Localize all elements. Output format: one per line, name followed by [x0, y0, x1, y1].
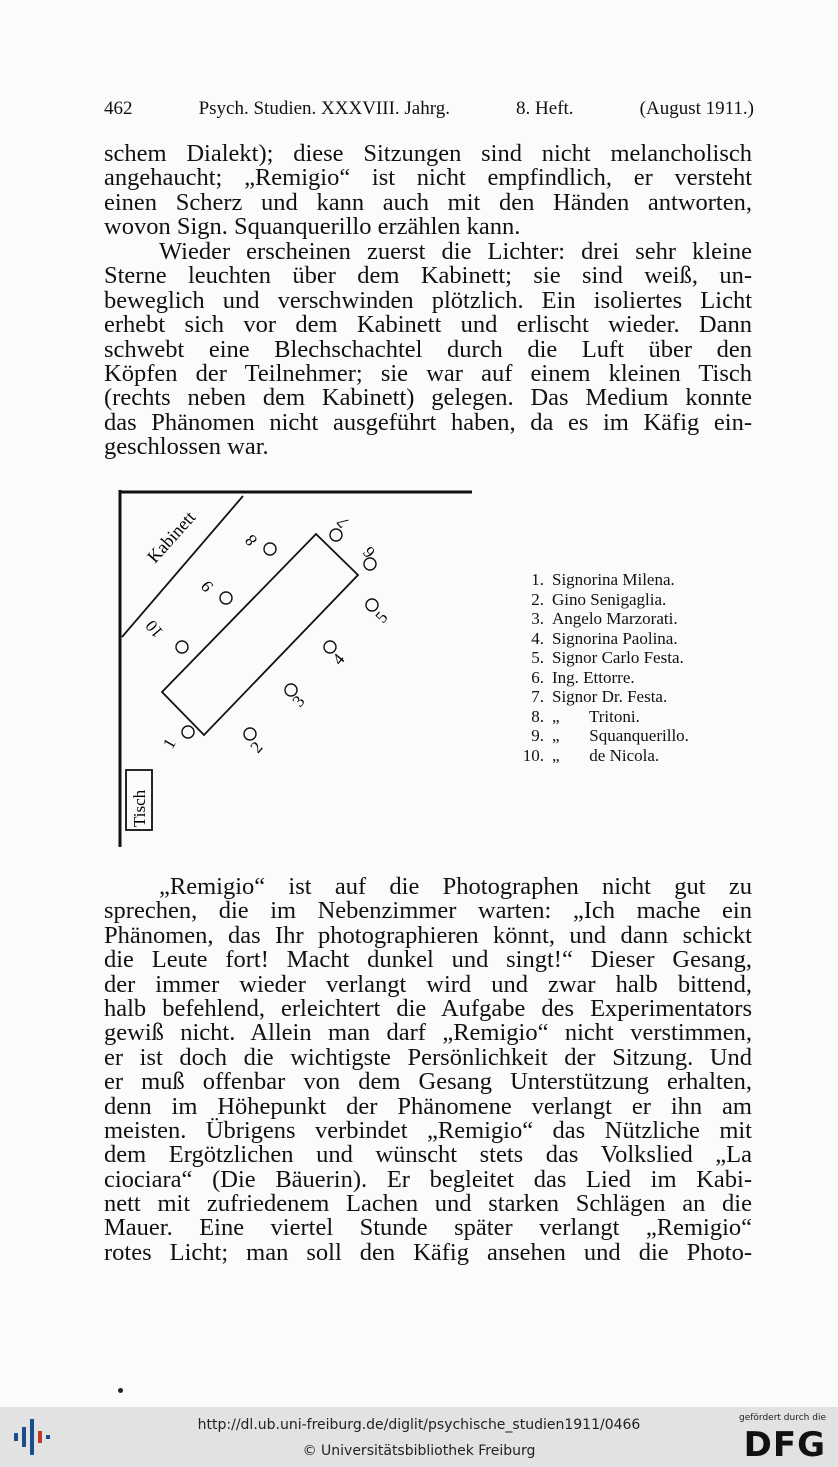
legend-row [512, 609, 689, 629]
journal-title: Psych. Studien. XXXVIII. Jahrg. [198, 98, 450, 119]
legend-number: 2. [531, 589, 544, 609]
legend-row [512, 648, 689, 668]
text-line: „Remigio“ ist auf die Photographen nicht gut zu [159, 873, 752, 900]
page-number: 462 [104, 98, 133, 119]
legend-number: 1. [531, 570, 544, 589]
seat-number: 5 [371, 607, 392, 627]
text-line: ciociara“ (Die Bäuerin). Er begleitet das Lied im Kabi- [104, 1165, 752, 1193]
legend-name: Signorina Milena. [552, 570, 675, 589]
legend-number: 9. [531, 726, 544, 745]
text-line: einen Scherz und kann auch mit den Händen antworten, [104, 188, 752, 216]
footer-bar [0, 1407, 838, 1467]
legend-name: Signorina Paolina. [552, 628, 678, 648]
seat-10-circle [176, 641, 188, 653]
issue-date: (August 1911.) [639, 98, 754, 119]
text-line: er muß offenbar von dem Gesang Unterstützung erhalten, [104, 1068, 752, 1096]
issue-number: 8. Heft. [516, 98, 574, 119]
text-line: Phänomen, das Ihr photographieren könnt, und dann schickt [104, 921, 752, 949]
text-line: halb befehlend, erleichtert die Aufgabe des Experimentators [104, 994, 752, 1022]
seat-1-circle [182, 726, 194, 738]
page-url-link[interactable]: http://dl.ub.uni-freiburg.de/diglit/psychische_studien1911/0466 [197, 1417, 641, 1433]
legend-number: 3. [531, 609, 544, 628]
text-line: beweglich und verschwinden plötzlich. Ein isoliertes Licht [104, 286, 752, 314]
seat-number: 10 [141, 616, 168, 642]
text-line: nett mit zufriedenem Lachen und starken Schlägen an die [104, 1190, 752, 1218]
seat-numbers [142, 513, 392, 757]
legend-name: „ Tritoni. [552, 706, 640, 726]
seat-number: 2 [246, 737, 267, 757]
text-line: rotes Licht; man soll den Käfig ansehen und die Photo- [104, 1238, 752, 1266]
seat-number: 9 [197, 576, 218, 596]
text-line: der immer wieder verlangt wird und zwar halb bittend, [104, 970, 752, 998]
seat-number: 8 [241, 530, 262, 550]
text-line: dem Ergötzlichen und wünscht stets das Volkslied „La [104, 1141, 752, 1169]
text-line: Mauer. Eine viertel Stunde später verlangt „Remigio“ [104, 1214, 752, 1242]
legend-row [512, 629, 689, 649]
text-line: das Phänomen nicht ausgeführt haben, da es im Käfig ein- [104, 408, 752, 436]
legend-name: „ Squanquerillo. [552, 726, 689, 745]
text-line: Wieder erscheinen zuerst die Lichter: drei sehr kleine [159, 238, 752, 265]
paragraph-2 [104, 240, 752, 460]
text-line: erhebt sich vor dem Kabinett und erlischt wieder. Dann [104, 311, 752, 339]
text-line: wovon Sign. Squanquerillo erzählen kann. [104, 213, 521, 241]
seating-legend [512, 570, 689, 765]
running-header [104, 98, 754, 124]
text-line: meisten. Übrigens verbindet „Remigio“ das Nützliche mit [104, 1116, 752, 1144]
page-speck [118, 1388, 123, 1393]
dfg-tagline: gefördert durch die [739, 1413, 826, 1423]
text-line: denn im Höhepunkt der Phänomene verlangt er ihn am [104, 1092, 752, 1120]
text-line: (rechts neben dem Kabinett) gelegen. Das Medium konnte [104, 384, 752, 412]
legend-row [512, 746, 689, 766]
legend-name: „ de Nicola. [552, 745, 660, 765]
seat-circles [176, 529, 378, 740]
legend-name: Signor Dr. Festa. [552, 687, 668, 706]
legend-row [512, 726, 689, 746]
legend-name: Ing. Ettorre. [552, 667, 635, 687]
dfg-logo: DFG [743, 1425, 826, 1465]
text-line: geschlossen war. [104, 433, 269, 461]
seating-diagram [100, 482, 480, 852]
legend-row [512, 570, 689, 590]
legend-row [512, 590, 689, 610]
legend-row [512, 707, 689, 727]
legend-row [512, 668, 689, 688]
text-line: sprechen, die im Nebenzimmer warten: „Ich mache ein [104, 897, 752, 925]
seat-number: 4 [328, 649, 349, 669]
copyright-text: © Universitätsbibliothek Freiburg [302, 1443, 536, 1459]
text-line: er ist doch die wichtigste Persönlichkeit der Sitzung. Und [104, 1043, 752, 1071]
text-line: die Leute fort! Macht dunkel und singt!“ Dieser Gesang, [104, 946, 752, 974]
legend-number: 4. [531, 628, 544, 648]
text-line: schem Dialekt); diese Sitzungen sind nicht melancholisch [104, 140, 752, 167]
text-line: Sterne leuchten über dem Kabinett; sie sind weiß, un- [104, 262, 752, 290]
legend-number: 7. [531, 687, 544, 706]
seat-9-circle [220, 592, 232, 604]
kabinett-label: Kabinett [143, 507, 200, 567]
seat-8-circle [264, 543, 276, 555]
text-line: angehaucht; „Remigio“ ist nicht empfindlich, er versteht [104, 164, 752, 192]
text-line: Köpfen der Teilnehmer; sie war auf einem kleinen Tisch [104, 359, 752, 387]
legend-number: 10. [522, 745, 544, 765]
tisch-label: Tisch [130, 789, 149, 827]
seat-2-circle [244, 728, 256, 740]
legend-name: Angelo Marzorati. [552, 609, 678, 628]
text-line: gewiß nicht. Allein man darf „Remigio“ nicht verstimmen, [104, 1019, 752, 1047]
legend-number: 8. [531, 706, 544, 726]
seance-table [162, 534, 358, 735]
seat-number: 7 [333, 512, 354, 532]
seat-number: 3 [288, 691, 309, 711]
seat-number: 6 [359, 542, 380, 562]
legend-row [512, 687, 689, 707]
text-line: schwebt eine Blechschachtel durch die Luft über den [104, 335, 752, 363]
legend-number: 5. [531, 648, 544, 667]
paragraph-1 [104, 142, 752, 240]
paragraph-3 [104, 875, 752, 1265]
legend-number: 6. [531, 667, 544, 687]
legend-name: Signor Carlo Festa. [552, 648, 684, 667]
legend-name: Gino Senigaglia. [552, 589, 667, 609]
seat-number: 1 [159, 735, 180, 752]
